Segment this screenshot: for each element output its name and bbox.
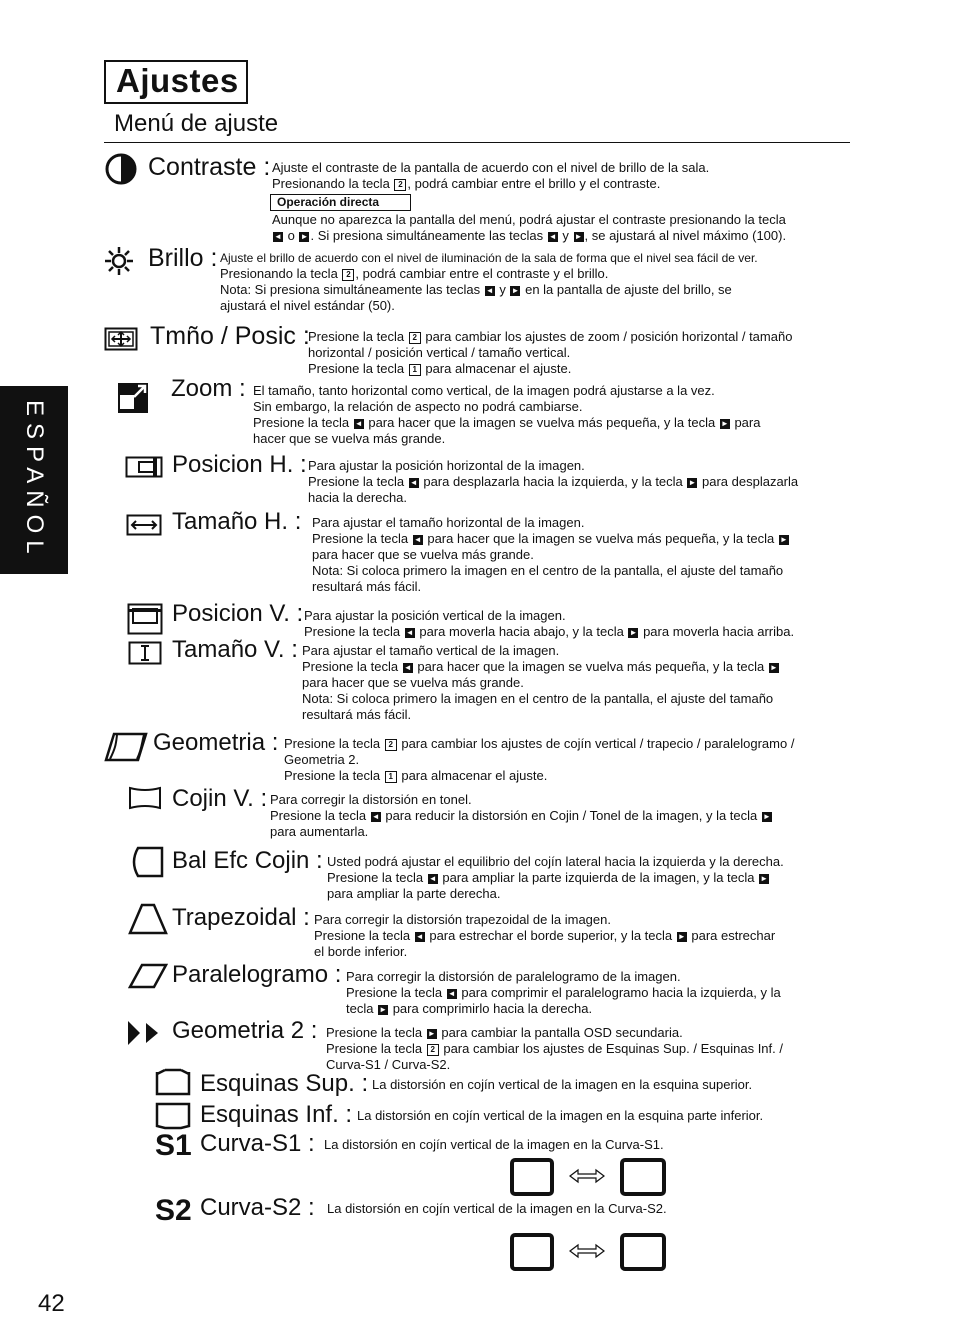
section-body: Ajuste el contraste de la pantalla de acuerdo con el nivel de brillo de la sala. Presionando la tecla 2 , podrá cambiar entre el brillo y el contraste. xyxy=(272,160,710,191)
key-glyph: ◄ xyxy=(548,231,557,241)
section-title: Geometria : xyxy=(153,729,279,756)
section-body: El tamaño, tanto horizontal como vertical, de la imagen podrá ajustarse a la vez. Sin embargo, la relación de aspecto no podrá cambiarse. Presione la tecla ◄ para hacer que la imagen se vuelva más pequeña, y la tecla ► para hacer que se vuelva más grande. xyxy=(253,383,761,446)
s-curve-illustration xyxy=(508,1231,668,1273)
contrast-icon xyxy=(104,152,138,186)
size-position-icon xyxy=(104,327,138,351)
trapezoid-icon xyxy=(128,903,168,935)
parallelogram-icon xyxy=(128,963,168,989)
key-glyph: ► xyxy=(574,231,583,241)
s1-label: S1 xyxy=(155,1129,192,1162)
section-title: Posicion H. : xyxy=(172,451,307,478)
s-curve-illustration xyxy=(508,1156,668,1198)
vertical-position-icon xyxy=(127,603,163,635)
key-glyph: 2 xyxy=(342,269,354,281)
section-body: Para ajustar el tamaño horizontal de la imagen. Presione la tecla ◄ para hacer que la imagen se vuelva más pequeña, y la tecla ► para hacer que se vuelva más grande. Nota: Si coloca primero la imagen en el centro de la pantalla, el ajuste del tamaño resultará más fácil. xyxy=(312,515,788,594)
key-glyph: ◄ xyxy=(354,418,363,428)
section-title: Contraste : xyxy=(148,153,271,181)
pincushion-icon xyxy=(128,786,162,810)
page-number: 42 xyxy=(38,1290,65,1317)
key-glyph: 2 xyxy=(409,332,421,344)
section-body: La distorsión en cojín vertical de la imagen en la esquina superior. xyxy=(372,1077,753,1092)
key-glyph: ◄ xyxy=(485,285,494,295)
section-body: Para corregir la distorsión de paralelogramo de la imagen. Presione la tecla ◄ para comprimir el paralelogramo hacia la izquierda, y la tecla ► para comprimirlo hacia la derecha. xyxy=(346,969,781,1016)
section-body: La distorsión en cojín vertical de la imagen en la esquina parte inferior. xyxy=(357,1108,764,1123)
section-title: Curva-S2 : xyxy=(200,1194,315,1221)
section-title: Tamaño H. : xyxy=(172,508,302,535)
section-body: Ajuste el brillo de acuerdo con el nivel de iluminación de la sala de forma que el nivel sea fácil de ver. Presionando la tecla 2 , podrá cambiar entre el contraste y el brillo. Nota: Si presiona simultáneamente las teclas ◄ y ► en la pantalla de ajuste del brillo, se ajustará el nivel estándar (50). xyxy=(220,251,758,313)
key-glyph: ► xyxy=(677,931,686,941)
key-glyph: ► xyxy=(720,418,729,428)
section-title: Tmño / Posic : xyxy=(150,322,310,350)
section-body: Aunque no aparezca la pantalla del menú, podrá ajustar el contraste presionando la tecla ◄ o ► . Si presiona simultáneamente las teclas ◄ y ► , se ajustará al nivel máximo (100). xyxy=(272,212,787,243)
key-glyph: ◄ xyxy=(403,662,412,672)
section-title: Posicion V. : xyxy=(172,600,304,627)
section-body: Para corregir la distorsión trapezoidal de la imagen. Presione la tecla ◄ para estrechar el borde superior, y la tecla ► para estrechar el borde inferior. xyxy=(314,912,776,959)
section-body: La distorsión en cojín vertical de la imagen en la Curva-S1. xyxy=(324,1137,664,1152)
section-body: Para ajustar el tamaño vertical de la imagen. Presione la tecla ◄ para hacer que la imagen se vuelva más pequeña, y la tecla ► para hacer que se vuelva más grande. Nota: Si coloca primero la imagen en el centro de la pantalla, el ajuste del tamaño resultará más fácil. xyxy=(302,643,778,722)
section-title: Tamaño V. : xyxy=(172,636,298,663)
section-body: Para ajustar la posición horizontal de la imagen. Presione la tecla ◄ para desplazarla hacia la izquierda, y la tecla ► para desplazarla hacia la derecha. xyxy=(308,458,799,505)
key-glyph: ► xyxy=(300,231,309,241)
section-body: Para ajustar la posición vertical de la imagen. Presione la tecla ◄ para moverla hacia abajo, y la tecla ► para moverla hacia arriba. xyxy=(304,608,795,639)
section-body: Usted podrá ajustar el equilibrio del cojín lateral hacia la izquierda y la derecha. Presione la tecla ◄ para ampliar la parte izquierda de la imagen, y la tecla ► para ampliar la parte derecha. xyxy=(327,854,784,901)
section-title: Esquinas Sup. : xyxy=(200,1070,369,1097)
page-subtitle: Menú de ajuste xyxy=(114,110,279,137)
key-glyph: ◄ xyxy=(415,931,424,941)
key-glyph: ► xyxy=(760,873,769,883)
key-glyph: ◄ xyxy=(405,627,414,637)
section-title: Geometria 2 : xyxy=(172,1017,318,1044)
key-glyph: ► xyxy=(511,285,520,295)
key-glyph: ► xyxy=(779,534,788,544)
section-title: Paralelogramo : xyxy=(172,961,342,988)
geometry-icon xyxy=(104,731,148,763)
direct-operation-badge: Operación directa xyxy=(270,194,411,211)
key-glyph: 2 xyxy=(427,1044,439,1056)
section-title: Cojin V. : xyxy=(172,785,268,812)
section-body: La distorsión en cojín vertical de la imagen en la Curva-S2. xyxy=(327,1201,667,1216)
section-title: Zoom : xyxy=(171,375,246,402)
key-glyph: ◄ xyxy=(371,811,380,821)
s2-label: S2 xyxy=(155,1194,192,1227)
pin-balance-icon xyxy=(128,846,164,878)
section-title: Esquinas Inf. : xyxy=(200,1101,353,1128)
key-glyph: 2 xyxy=(385,739,397,751)
section-body: Presione la tecla ► para cambiar la pantalla OSD secundaria. Presione la tecla 2 para cambiar los ajustes de Esquinas Sup. / Esquinas Inf. / Curva-S1 / Curva-S2. xyxy=(326,1025,783,1072)
section-body: Para corregir la distorsión en tonel. Presione la tecla ◄ para reducir la distorsión en Cojin / Tonel de la imagen, y la tecla ► para aumentarla. xyxy=(270,792,771,839)
key-glyph: 2 xyxy=(394,179,406,191)
arrow-right-icon xyxy=(126,1019,166,1047)
key-glyph: ► xyxy=(629,627,638,637)
top-corner-icon xyxy=(155,1068,191,1096)
section-title: Brillo : xyxy=(148,244,218,272)
key-glyph: 1 xyxy=(385,771,397,783)
key-glyph: ► xyxy=(762,811,771,821)
divider xyxy=(104,142,850,143)
bottom-corner-icon xyxy=(155,1102,191,1130)
key-glyph: ► xyxy=(379,1004,388,1014)
language-tab: ESPAÑOL xyxy=(0,386,68,574)
key-glyph: 1 xyxy=(409,364,421,376)
section-title: Curva-S1 : xyxy=(200,1130,315,1157)
key-glyph: ► xyxy=(769,662,778,672)
key-glyph: ► xyxy=(427,1028,436,1038)
section-title: Bal Efc Cojin : xyxy=(172,847,323,874)
horizontal-size-icon xyxy=(126,514,162,536)
horizontal-position-icon xyxy=(125,456,163,478)
zoom-icon xyxy=(118,383,148,413)
vertical-size-icon xyxy=(128,641,162,665)
key-glyph: ◄ xyxy=(413,534,422,544)
brightness-icon xyxy=(104,246,134,276)
section-body: Presione la tecla 2 para cambiar los ajustes de cojín vertical / trapecio / paralelogramo / Geometria 2. Presione la tecla 1 para almacenar el ajuste. xyxy=(284,736,795,783)
key-glyph: ◄ xyxy=(274,231,282,241)
key-glyph: ◄ xyxy=(447,988,456,998)
key-glyph: ◄ xyxy=(428,873,437,883)
section-title: Trapezoidal : xyxy=(172,904,310,931)
section-body: Presione la tecla 2 para cambiar los ajustes de zoom / posición horizontal / tamaño horizontal / posición vertical / tamaño vertical. Presione la tecla 1 para almacenar el ajuste. xyxy=(308,329,793,376)
page-title: Ajustes xyxy=(116,62,239,99)
key-glyph: ◄ xyxy=(409,477,418,487)
key-glyph: ► xyxy=(688,477,697,487)
